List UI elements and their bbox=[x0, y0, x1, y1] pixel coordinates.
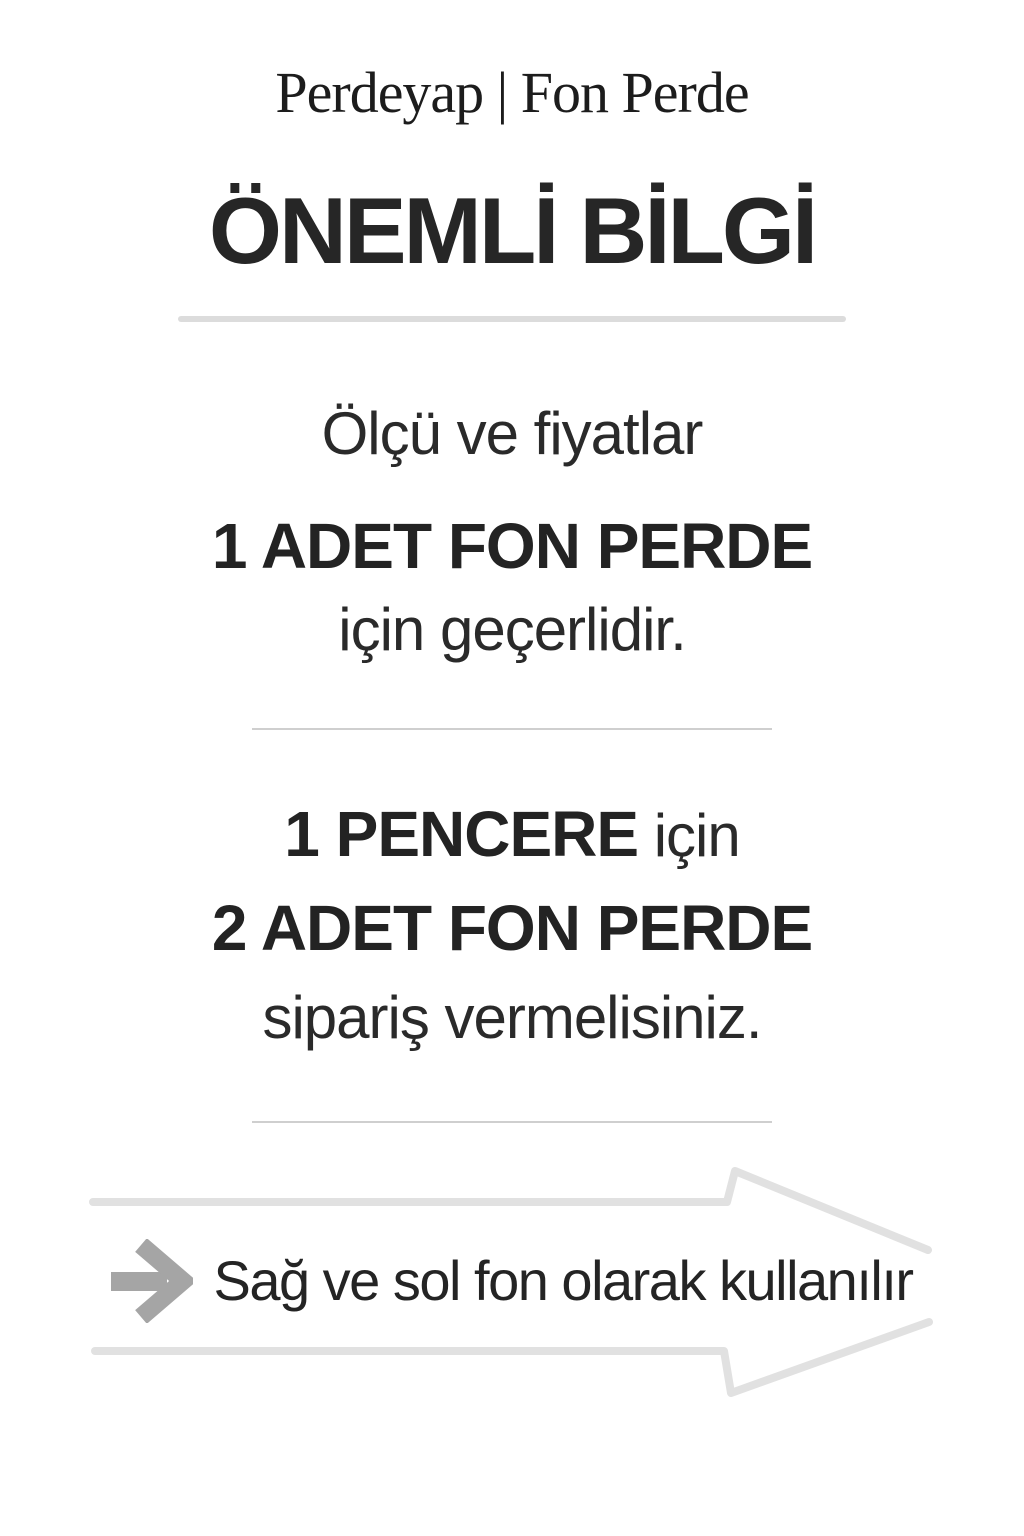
title-underline bbox=[178, 316, 846, 322]
footer-note-row bbox=[0, 1238, 1024, 1324]
brand-header: Perdeyap | Fon Perde bbox=[275, 60, 749, 125]
info-line-2-adet: 2 ADET FON PERDE bbox=[211, 892, 813, 964]
section-divider-1 bbox=[252, 728, 772, 730]
info-line-siparis: sipariş vermelisiniz. bbox=[262, 984, 762, 1051]
arrow-note-text: Sağ ve sol fon olarak kullanılır bbox=[213, 1249, 913, 1312]
info-line-olcu: Ölçü ve fiyatlar bbox=[321, 400, 703, 467]
pencere-bold-text: 1 PENCERE bbox=[284, 798, 639, 870]
solid-right-arrow-icon bbox=[111, 1239, 193, 1323]
info-line-gecerli: için geçerlidir. bbox=[338, 596, 686, 663]
info-line-pencere bbox=[0, 798, 1024, 870]
section-divider-2 bbox=[252, 1121, 772, 1123]
pencere-light-text: için bbox=[638, 802, 740, 869]
info-line-1-adet: 1 ADET FON PERDE bbox=[211, 510, 813, 582]
notice-title: ÖNEMLİ BİLGİ bbox=[208, 178, 816, 283]
